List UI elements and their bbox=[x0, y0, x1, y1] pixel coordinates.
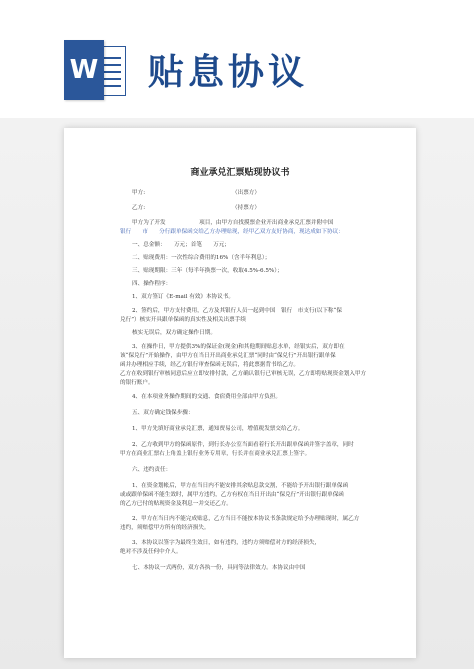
paragraph-line: 3、在操作日，甲方提供3%的保证金(现金)和其他期间贴息水单，经银实后，双方即在 bbox=[132, 344, 345, 350]
paragraph-line: 该“保兑行”开始操作，由甲方在当日开出商业承兑汇票“同时由“保兑行”开出银行跟单保 bbox=[120, 353, 336, 359]
paragraph-line: 核实无误后，双方确定操作日期。 bbox=[132, 330, 216, 336]
document-title: 商业承兑汇票贴现协议书 bbox=[190, 168, 290, 178]
paragraph-line: 2、乙方收到甲方的保函原件，到行长办公室当面看着行长开出跟单保函并签字盖章，同时 bbox=[132, 442, 354, 448]
paragraph-line: 乙方在收到银行审核同意后应立即安排付款，乙方确认银行已审核无误，乙方即将贴现资金划入甲方 bbox=[120, 371, 367, 377]
paragraph-line: 六、违约责任： bbox=[132, 467, 172, 473]
paragraph-line: 绝对不涉及任何中介人。 bbox=[120, 549, 182, 555]
paragraph-line: 3、本协议以签字为最终生效日，如有违约，违约方须赔偿对方的经济损失， bbox=[132, 540, 321, 546]
word-logo-letter: W bbox=[64, 40, 104, 100]
party-b-role: （持票方） bbox=[232, 205, 260, 211]
party-a-role: （出票方） bbox=[232, 190, 260, 196]
paragraph-line: 函并办理相应手续，经乙方银行审查保函无误后，将此票据背书给乙方。 bbox=[120, 362, 300, 368]
paragraph-line: 银行 市 分行跟单保函交给乙方办理贴现，经甲乙双方友好协商，现达成如下协议： bbox=[120, 229, 344, 235]
paragraph-line: 2、甲方在当日内不能完成贴息，乙方当日不能按本协议书条款规定给予办理贴现时，属乙方 bbox=[132, 516, 360, 522]
party-b-label: 乙方: bbox=[132, 205, 146, 211]
paragraph-line: 五、双方确定钱保步骤： bbox=[132, 410, 194, 416]
paragraph-line: 甲方为了开发 项目，由甲方自找摸票企业开出商业承兑汇票并附中国 bbox=[132, 220, 334, 226]
paragraph-line: 1、双方签订《E-mail 有效》本协议书。 bbox=[132, 294, 234, 300]
banner bbox=[0, 0, 474, 118]
paragraph-line: 兑行”）核实开具跟单保函的真实性及相关出票手续 bbox=[120, 317, 246, 323]
paragraph-line: 甲方在商业汇票右上角盖上银行业务专用章，行长并在商业承兑汇票上签字。 bbox=[120, 451, 311, 457]
party-a-label: 甲方: bbox=[132, 190, 146, 196]
paragraph-line: 七、本协议一式两份，双方各执一份，具同等法律效力。本协议由中国 bbox=[132, 565, 306, 571]
paragraph-line: 1、在资金划帐后，甲方在当日内不能安排其余贴息款交割，不能给予开出银行跟单保函 bbox=[132, 483, 349, 489]
banner-title: 贴息协议 bbox=[148, 52, 309, 93]
document-page bbox=[64, 128, 416, 658]
paragraph-line: 三、贴现期限：三年（每半年换票一次，收取4.5%-6.5%）； bbox=[132, 268, 283, 274]
word-document-icon bbox=[64, 40, 126, 100]
paragraph-line: 四、操作程序： bbox=[132, 281, 172, 287]
paragraph-line: 或或跟单保函不能生效时，属甲方违约，乙方有权在当日开出由“保兑行”开出银行跟单保函 bbox=[120, 492, 344, 498]
paragraph-line: 违约，须赔偿甲方所有的经济损失。 bbox=[120, 525, 210, 531]
paragraph-line: 的乙方已付的贴现资金及利息一并交还乙方。 bbox=[120, 501, 232, 507]
paragraph-line: 的银行账户。 bbox=[120, 380, 154, 386]
paragraph-line: 1、甲方先填好商业承兑汇票，通知贾易公司，增值税发票交给乙方。 bbox=[132, 426, 304, 432]
paragraph-line: 二、贴现费用：一次性综合费用的16%（含半年利息）； bbox=[132, 255, 271, 261]
paragraph-line: 4、在本项业务操作期间的交通、食宿费用全部由甲方负担。 bbox=[132, 394, 281, 400]
paragraph-line: 2、签约后，甲方支付费用，乙方及其银行人员一起到中国 银行 市支行(以下称“保 bbox=[132, 308, 342, 314]
paragraph-line: 一、总金额： 万元；首笔 万元； bbox=[132, 242, 230, 248]
